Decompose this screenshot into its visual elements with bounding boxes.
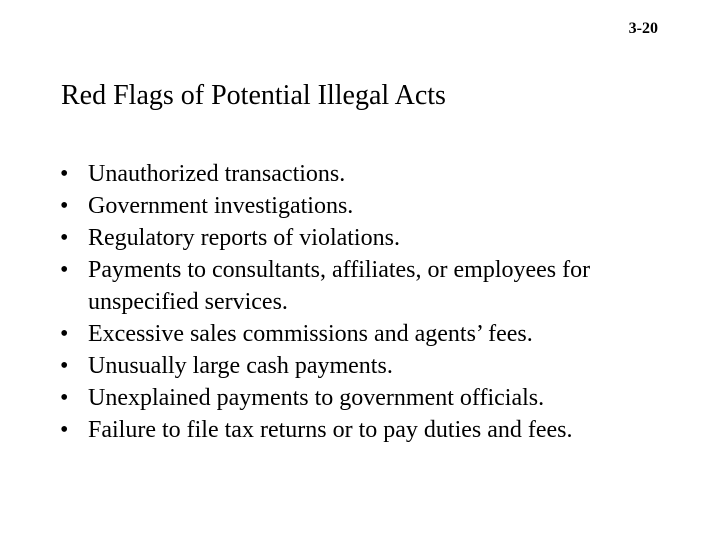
bullet-item [60, 254, 700, 318]
bullet-item [60, 414, 700, 446]
bullet-icon: • [60, 225, 69, 251]
bullet-text: Government investigations. [88, 193, 354, 219]
bullet-list [60, 158, 700, 446]
bullet-item [60, 222, 700, 254]
bullet-item [60, 350, 700, 382]
bullet-text: Unauthorized transactions. [88, 161, 346, 187]
bullet-item [60, 190, 700, 222]
bullet-icon: • [60, 417, 69, 443]
bullet-icon: • [60, 385, 69, 411]
bullet-icon: • [60, 353, 69, 379]
bullet-text: Unexplained payments to government officials. [88, 385, 545, 411]
bullet-text: Excessive sales commissions and agents’ fees. [88, 321, 533, 347]
bullet-icon: • [60, 257, 69, 283]
slide-number: 3-20 [628, 20, 658, 37]
bullet-icon: • [60, 193, 69, 219]
bullet-item [60, 158, 700, 190]
bullet-text: Unusually large cash payments. [88, 353, 393, 379]
bullet-icon: • [60, 161, 69, 187]
bullet-text: Regulatory reports of violations. [88, 225, 400, 251]
bullet-item [60, 382, 700, 414]
bullet-text: Failure to file tax returns or to pay duties and fees. [88, 417, 573, 443]
bullet-item [60, 318, 700, 350]
slide-title: Red Flags of Potential Illegal Acts [61, 80, 446, 111]
bullet-icon: • [60, 321, 69, 347]
bullet-text: Payments to consultants, affiliates, or employees for unspecified services. [88, 257, 591, 315]
